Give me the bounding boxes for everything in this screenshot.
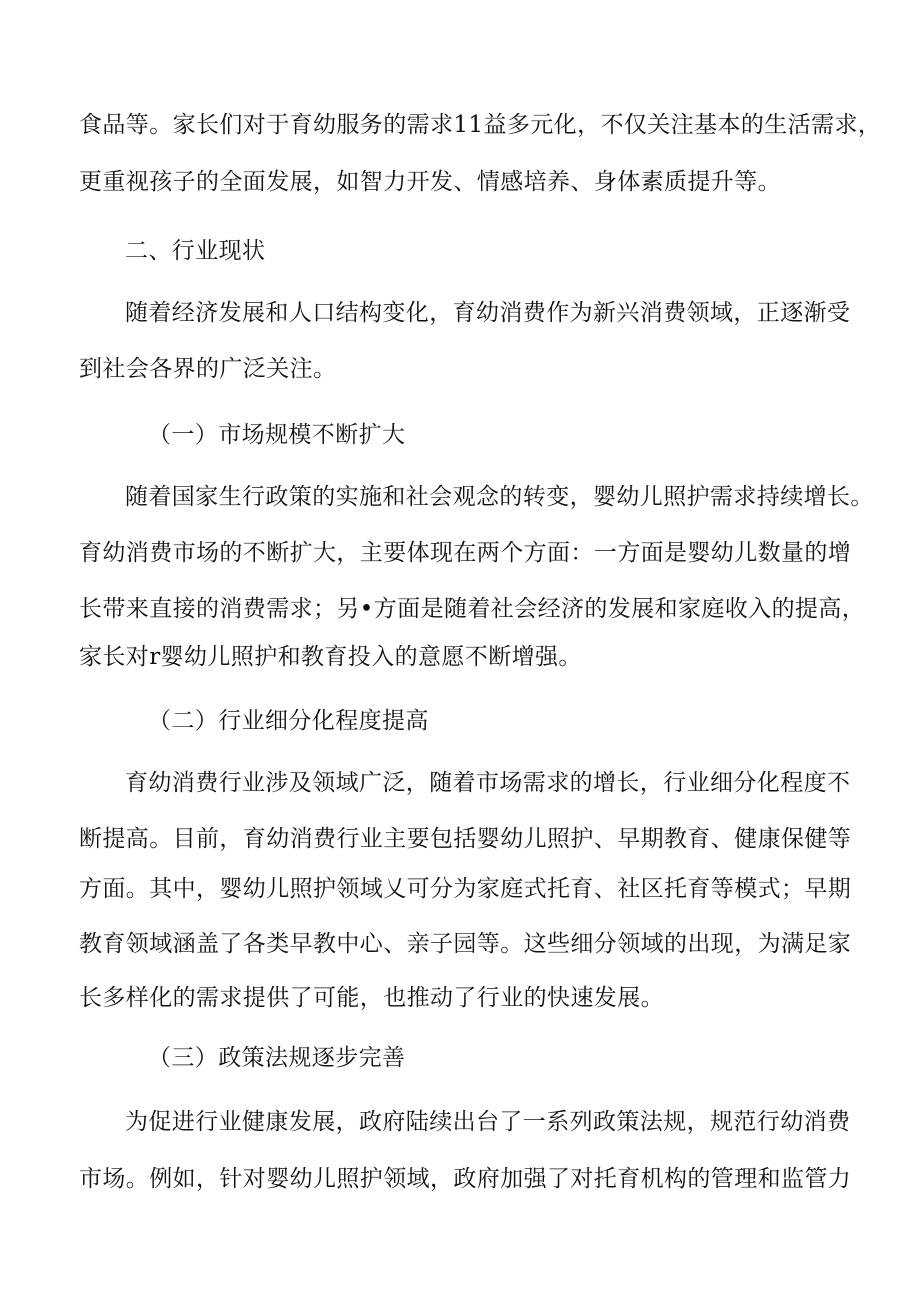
paragraph-line: 更重视孩子的全面发展，如智力开发、情感培养、身体素质提升等。 [79, 169, 781, 195]
paragraph-line: 到社会各界的广泛关注。 [79, 356, 337, 382]
paragraph-line: 长多样化的需求提供了可能，也推动了行业的快速发展。 [79, 985, 664, 1011]
paragraph-line: 方面。其中，婴幼儿照护领域乂可分为家庭式托育、社区托育等模式；早期 [79, 876, 852, 902]
paragraph-line: 家长对r婴幼儿照护和教育投入的意愿不断增强。 [79, 644, 582, 670]
subsection-heading: （二）行业细分化程度提高 [148, 708, 429, 734]
paragraph-line: 断提高。目前，育幼消费行业主要包括婴幼儿照护、早期教育、健康保健等 [79, 826, 852, 852]
section-heading: 二、行业现状 [125, 238, 266, 264]
subsection-heading: （一）市场规模不断扩大 [148, 422, 406, 448]
paragraph-line: 市场。例如，针对婴幼儿照护领域，政府加强了对托育机构的管理和监管力 [79, 1166, 852, 1192]
paragraph-line: 随着经济发展和人口结构变化，育幼消费作为新兴消费领域，正逐渐受 [125, 300, 851, 326]
paragraph-line: 长带来直接的消费需求；另•方面是随着社会经济的发展和家庭收入的提高， [79, 596, 866, 622]
paragraph-line: 为促进行业健康发展，政府陆续出台了一系列政策法规，规范行幼消费 [125, 1109, 851, 1135]
paragraph-line: 食品等。家长们对于育幼服务的需求11益多元化，不仅关注基本的生活需求， [79, 112, 882, 138]
paragraph-line: 随着国家生行政策的实施和社会观念的转变，婴幼儿照护需求持续增长。 [125, 484, 874, 510]
subsection-heading: （三）政策法规逐步完善 [148, 1045, 406, 1071]
paragraph-line: 育幼消费市场的不断扩大，主要体现在两个方面：一方面是婴幼儿数量的增 [79, 540, 852, 566]
paragraph-line: 育幼消费行业涉及领域广泛，随着市场需求的增长，行业细分化程度不 [125, 770, 851, 796]
paragraph-line: 教育领域涵盖了各类早教中心、亲子园等。这些细分领域的出现，为满足家 [79, 931, 852, 957]
